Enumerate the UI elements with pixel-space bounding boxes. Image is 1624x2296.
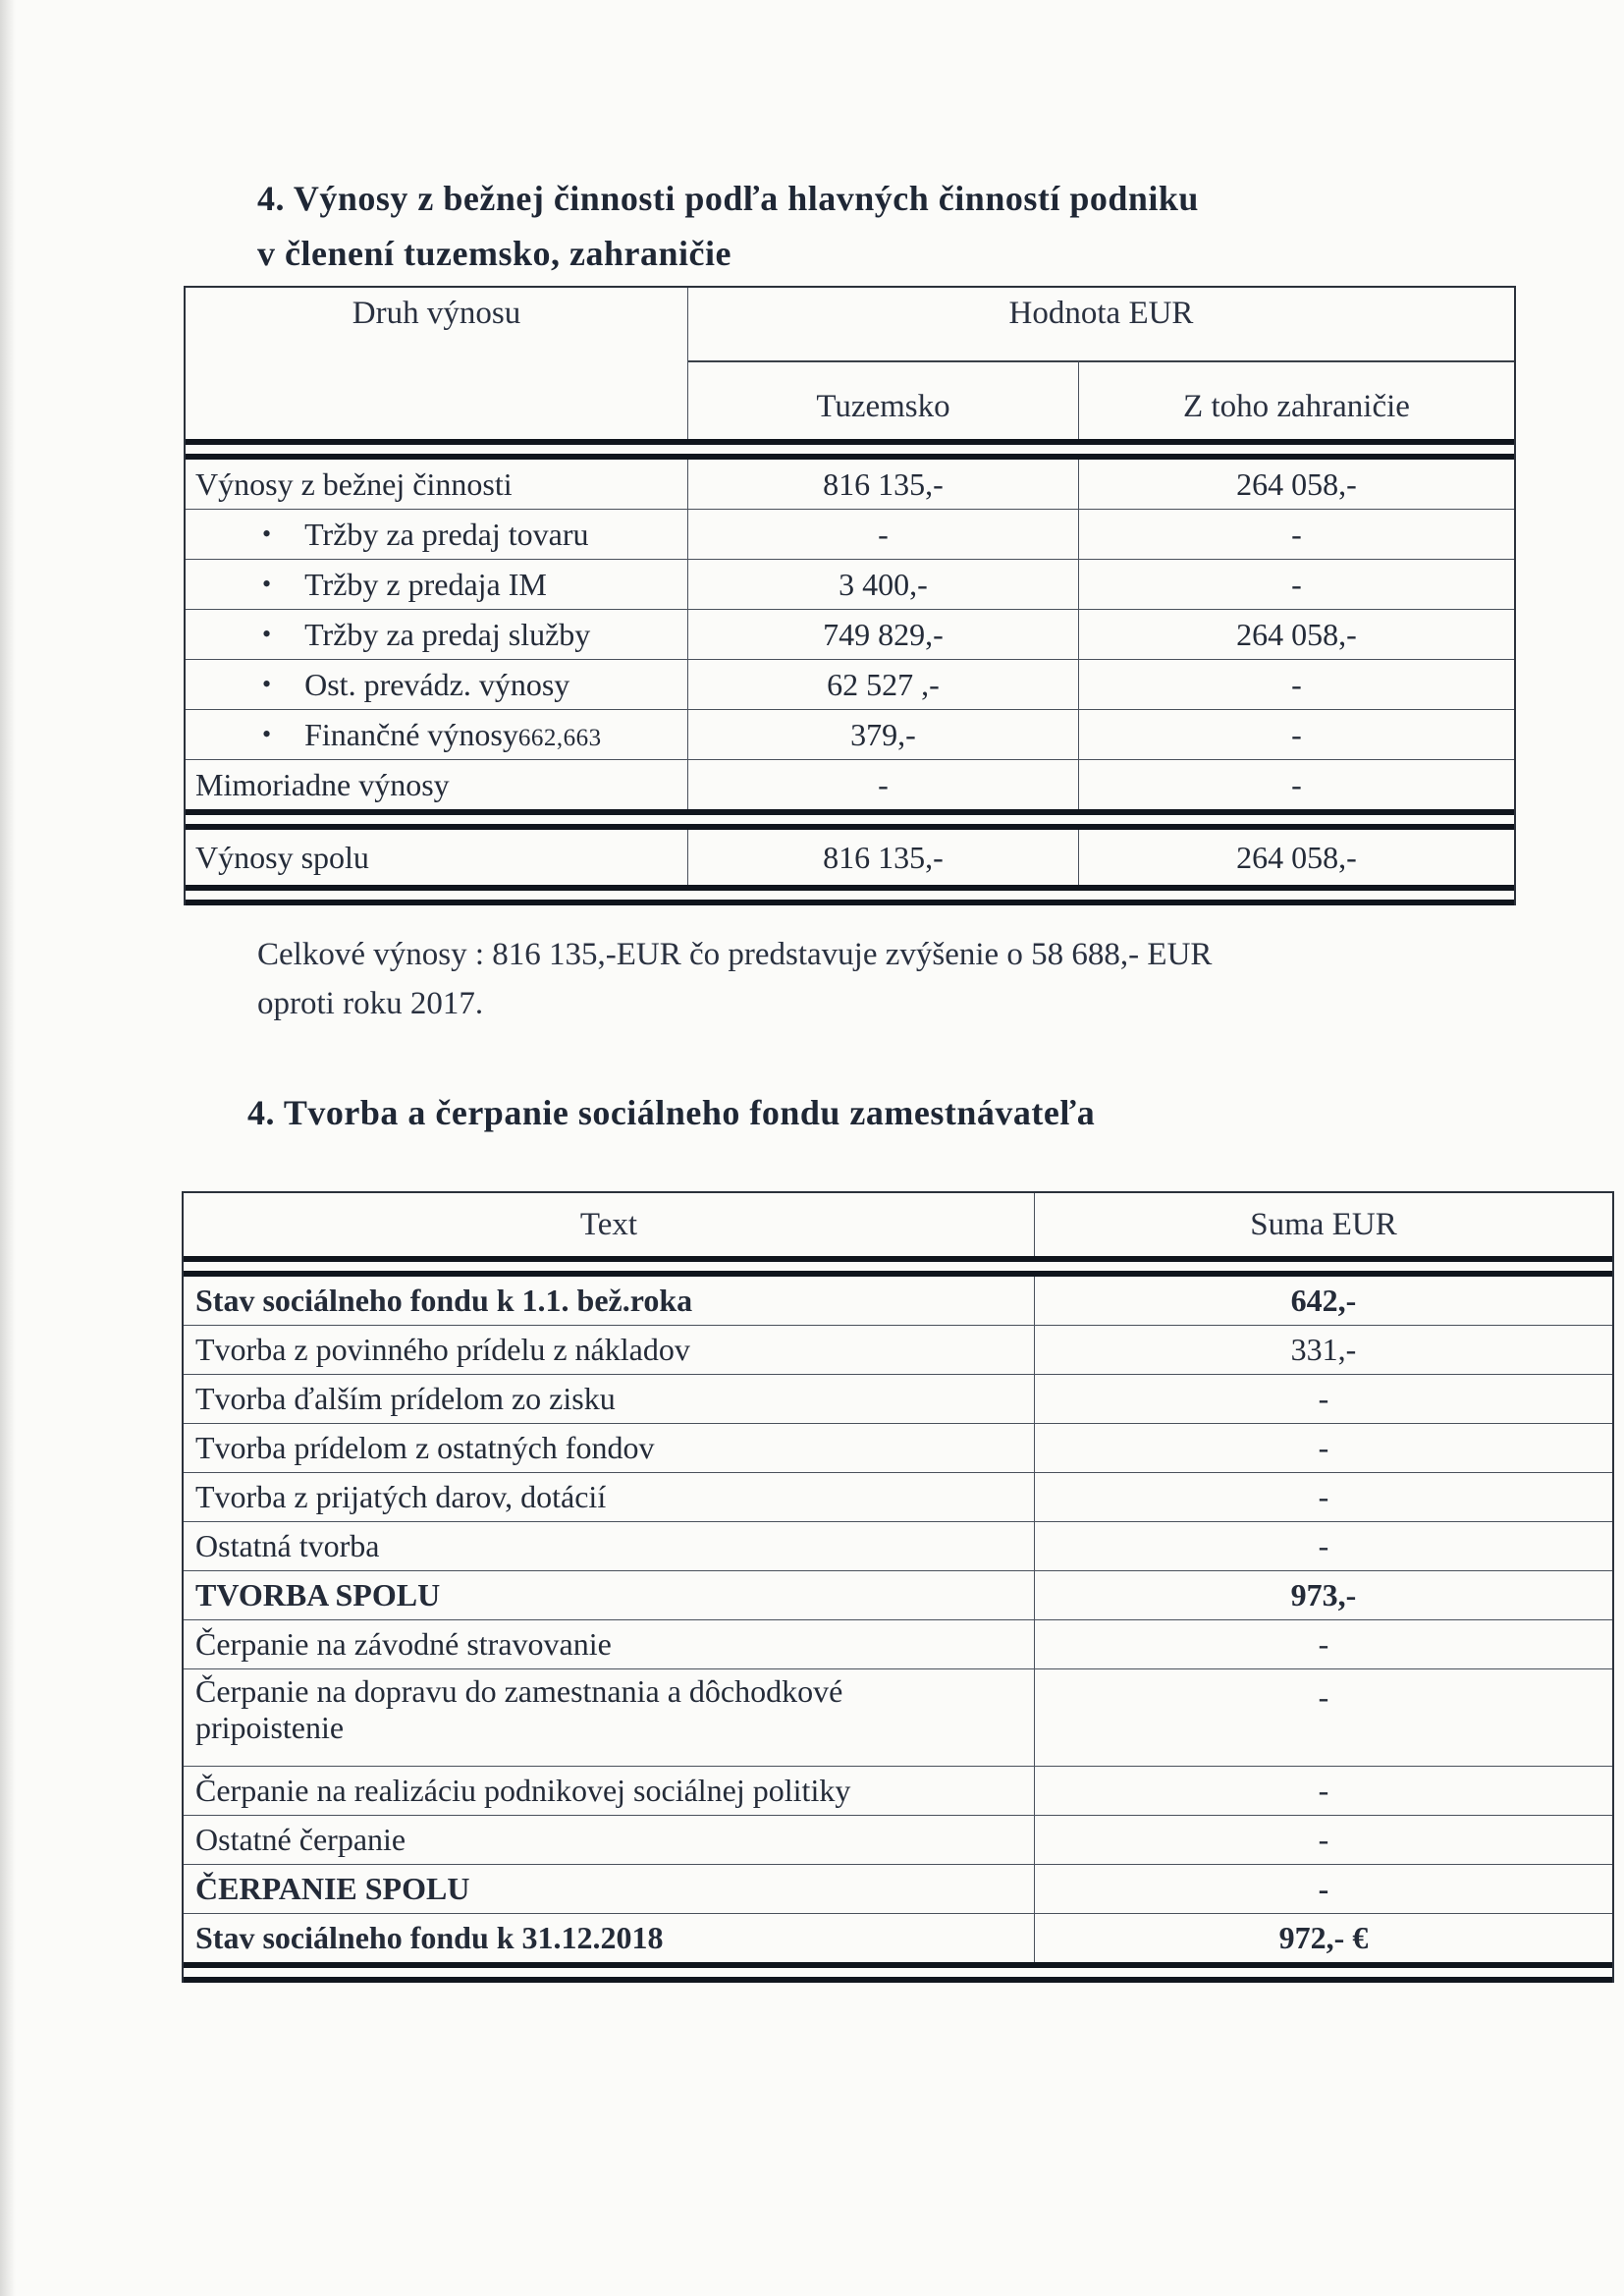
value-cell: 642,- xyxy=(1290,1283,1357,1318)
label-cell: Tvorba z povinného prídelu z nákladov xyxy=(184,1326,1035,1374)
section1-title-line1: 4. Výnosy z bežnej činnosti podľa hlavných činností podniku xyxy=(257,179,1199,218)
table-row-cerpanie-stravovanie xyxy=(184,1619,1612,1668)
table-row-tvorba-povinny-pridel xyxy=(184,1325,1612,1374)
bullet-icon: • xyxy=(262,670,272,698)
table-row-tvorba-spolu xyxy=(184,1570,1612,1619)
row-label: Ost. prevádz. výnosy xyxy=(304,666,570,702)
table-row-ost-prevadz xyxy=(186,659,1514,709)
label-cell: Stav sociálneho fondu k 31.12.2018 xyxy=(184,1914,1035,1962)
table-row-financne-vynosy xyxy=(186,709,1514,759)
scan-edge-shadow xyxy=(0,0,16,2296)
bullet-icon: • xyxy=(262,519,272,548)
label-cell: Čerpanie na realizáciu podnikovej sociálnej politiky xyxy=(184,1767,1035,1815)
label-cell: TVORBA SPOLU xyxy=(184,1571,1035,1619)
double-rule xyxy=(186,439,1514,460)
table-row-stav-1-1 xyxy=(184,1277,1612,1325)
label-cell xyxy=(186,610,688,659)
revenue-table xyxy=(184,286,1516,905)
label-cell: Stav sociálneho fondu k 1.1. bež.roka xyxy=(184,1277,1035,1325)
revenue-table-header-row1 xyxy=(186,288,1514,360)
revenue-table-header-row2 xyxy=(186,360,1514,439)
table-row-vynosy-spolu xyxy=(186,830,1514,885)
row-label: Tržby za predaj tovaru xyxy=(304,516,589,552)
label-cell: Ostatné čerpanie xyxy=(184,1816,1035,1864)
table-row-ostatne-cerpanie xyxy=(184,1815,1612,1864)
tuzemsko-cell: 62 527 ,- xyxy=(688,660,1079,709)
summary-line1: Celkové výnosy : 816 135,-EUR čo predstavuje zvýšenie o 58 688,- EUR xyxy=(257,937,1213,972)
double-rule xyxy=(184,1962,1612,1983)
value-cell: - xyxy=(1318,1430,1329,1465)
value-cell: - xyxy=(1318,1626,1329,1662)
value-cell: - xyxy=(1318,1479,1329,1514)
table-row-tvorba-ostatne-fondy xyxy=(184,1423,1612,1472)
zahranicie-cell: - xyxy=(1291,566,1302,602)
double-rule xyxy=(184,1256,1612,1277)
table-row-cerpanie-spolu xyxy=(184,1864,1612,1913)
table-row-mimoriadne xyxy=(186,759,1514,809)
summary-line2: oproti roku 2017. xyxy=(257,985,484,1021)
bullet-icon: • xyxy=(262,720,272,748)
row-label: Tržby za predaj služby xyxy=(304,616,591,652)
label-cell: Tvorba prídelom z ostatných fondov xyxy=(184,1424,1035,1472)
value-cell: 972,- € xyxy=(1278,1920,1369,1955)
tuzemsko-cell: 749 829,- xyxy=(688,610,1079,659)
zahranicie-cell: - xyxy=(1291,716,1302,752)
value-cell: - xyxy=(1318,1773,1329,1808)
value-cell: 331,- xyxy=(1290,1332,1357,1367)
table-row-trzby-sluzby xyxy=(186,609,1514,659)
value-cell: - xyxy=(1318,1871,1329,1906)
account-numbers: 662,663 xyxy=(517,724,602,751)
row-label: Výnosy z bežnej činnosti xyxy=(195,465,513,502)
table-row-trzby-im xyxy=(186,559,1514,609)
table-row-stav-31-12 xyxy=(184,1913,1612,1962)
header-empty-cell xyxy=(186,360,688,439)
col-header-suma-eur: Suma EUR xyxy=(1250,1206,1397,1242)
section1-title xyxy=(257,172,1199,282)
value-cell: 973,- xyxy=(1290,1577,1357,1613)
value-cell: - xyxy=(1318,1822,1329,1857)
value-cell: - xyxy=(1318,1679,1329,1715)
table-row-tvorba-dary xyxy=(184,1472,1612,1521)
label-cell xyxy=(186,510,688,559)
table-row-cerpanie-doprava xyxy=(184,1668,1612,1766)
row-label: Tržby z predaja IM xyxy=(304,566,547,602)
label-cell: ČERPANIE SPOLU xyxy=(184,1865,1035,1913)
label-cell xyxy=(186,560,688,609)
col-header-druh-vynosu: Druh výnosu xyxy=(186,288,688,360)
tuzemsko-cell: 816 135,- xyxy=(688,460,1079,509)
summary-paragraph xyxy=(257,931,1357,1028)
tuzemsko-cell: 3 400,- xyxy=(688,560,1079,609)
row-label: Mimoriadne výnosy xyxy=(195,766,450,802)
zahranicie-cell: 264 058,- xyxy=(1236,465,1357,502)
label-cell xyxy=(184,1669,1035,1766)
label-cell xyxy=(186,460,688,509)
col-header-hodnota-eur: Hodnota EUR xyxy=(1008,296,1194,331)
tuzemsko-cell: 816 135,- xyxy=(688,830,1079,885)
value-cell: - xyxy=(1318,1381,1329,1416)
table-row-tvorba-zo-zisku xyxy=(184,1374,1612,1423)
section2-title: 4. Tvorba a čerpanie sociálneho fondu zamestnávateľa xyxy=(247,1093,1096,1132)
label-cell: Čerpanie na závodné stravovanie xyxy=(184,1620,1035,1668)
table-row-cerpanie-socialna-politika xyxy=(184,1766,1612,1815)
zahranicie-cell: - xyxy=(1291,766,1302,802)
label-cell: Ostatná tvorba xyxy=(184,1522,1035,1570)
table-row-trzby-tovar xyxy=(186,509,1514,559)
label-cell xyxy=(186,660,688,709)
label-cell: Výnosy spolu xyxy=(186,830,688,885)
social-fund-table xyxy=(182,1191,1614,1983)
zahranicie-cell: - xyxy=(1291,516,1302,552)
col-header-tuzemsko: Tuzemsko xyxy=(688,360,1079,439)
label-cell: Tvorba ďalším prídelom zo zisku xyxy=(184,1375,1035,1423)
col-header-text: Text xyxy=(184,1193,1035,1256)
tuzemsko-cell: 379,- xyxy=(688,710,1079,759)
social-fund-header-row xyxy=(184,1193,1612,1256)
row-label: Čerpanie na dopravu do zamestnania a dôchodkové pripoistenie xyxy=(195,1673,843,1745)
label-cell: Tvorba z prijatých darov, dotácií xyxy=(184,1473,1035,1521)
double-rule xyxy=(186,809,1514,830)
bullet-icon: • xyxy=(262,620,272,648)
row-label: Finančné výnosy662,663 xyxy=(304,716,602,752)
tuzemsko-cell: - xyxy=(688,760,1079,809)
zahranicie-cell: - xyxy=(1291,666,1302,702)
double-rule xyxy=(186,885,1514,905)
table-row-vynosy-bezna-cinnost xyxy=(186,460,1514,509)
zahranicie-cell: 264 058,- xyxy=(1236,616,1357,652)
col-header-zahranicie: Z toho zahraničie xyxy=(1079,360,1514,439)
label-cell xyxy=(186,710,688,759)
bullet-icon: • xyxy=(262,570,272,598)
zahranicie-cell: 264 058,- xyxy=(1236,839,1357,875)
table-row-ostatna-tvorba xyxy=(184,1521,1612,1570)
label-cell xyxy=(186,760,688,809)
tuzemsko-cell: - xyxy=(688,510,1079,559)
value-cell: - xyxy=(1318,1528,1329,1563)
section1-title-line2: v členení tuzemsko, zahraničie xyxy=(257,233,731,273)
